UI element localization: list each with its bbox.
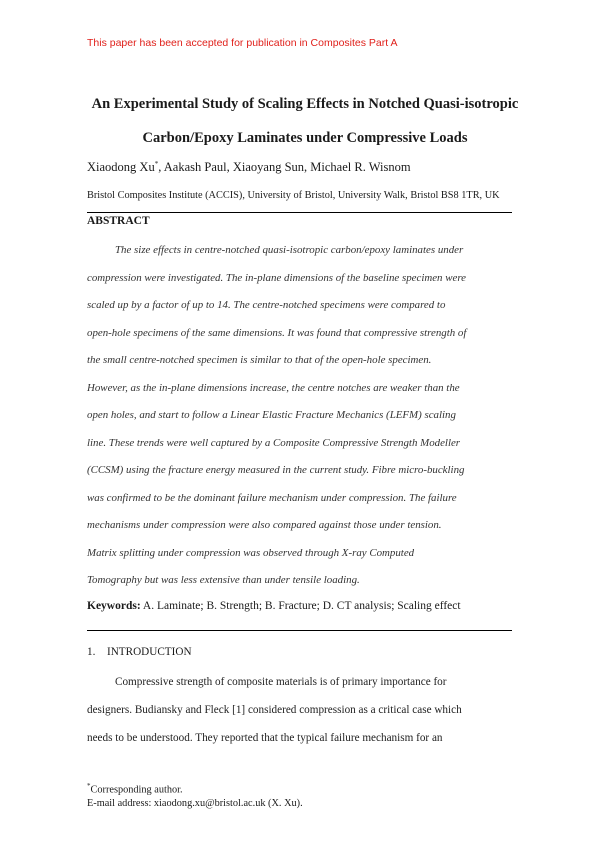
footnote [87, 779, 303, 811]
abstract-line: the small centre-notched specimen is similar to that of the open-hole specimen. [87, 354, 432, 366]
paper-title-line-2: Carbon/Epoxy Laminates under Compressive Loads [142, 130, 468, 146]
abstract-line: was confirmed to be the dominant failure mechanism under compression. The failure [87, 491, 457, 504]
footnote-email: E-mail address: xiaodong.xu@bristol.ac.uk (X. Xu). [87, 798, 303, 810]
abstract-line: Matrix splitting under compression was observed through X-ray Computed [87, 546, 415, 559]
abstract-line: compression were investigated. The in-plane dimensions of the baseline specimen were [87, 271, 466, 284]
abstract-line: mechanisms under compression were also compared against those under tension. [87, 519, 442, 531]
introduction-body [87, 668, 512, 752]
introduction-line: designers. Budiansky and Fleck [1] considered compression as a critical case which [87, 704, 462, 716]
abstract-line: scaled up by a factor of up to 14. The centre-notched specimens were compared to [87, 299, 446, 311]
keywords-list: A. Laminate; B. Strength; B. Fracture; D. CT analysis; Scaling effect [140, 600, 461, 612]
footnote-corresponding: *Corresponding author. [87, 782, 183, 796]
abstract-line: The size effects in centre-notched quasi-isotropic carbon/epoxy laminates under [115, 244, 464, 256]
abstract-line: open holes, and start to follow a Linear Elastic Fracture Mechanics (LEFM) scaling [87, 409, 456, 421]
abstract-line: (CCSM) using the fracture energy measured in the current study. Fibre micro-buckling [87, 464, 465, 476]
abstract-heading: ABSTRACT [87, 215, 150, 227]
paper-title-line-1: An Experimental Study of Scaling Effects in Notched Quasi-isotropic [91, 96, 519, 112]
abstract-body [87, 237, 512, 595]
acceptance-note: This paper has been accepted for publication in Composites Part A [87, 37, 398, 49]
introduction-line: needs to be understood. They reported that the typical failure mechanism for an [87, 732, 443, 744]
author-list [87, 160, 411, 175]
affiliation: Bristol Composites Institute (ACCIS), University of Bristol, University Walk, Bristol BS8 1TR, UK [87, 190, 500, 201]
abstract-top-rule [87, 212, 512, 213]
abstract-line: However, as the in-plane dimensions increase, the centre notches are weaker than the [87, 381, 460, 394]
abstract-bottom-rule [87, 630, 512, 631]
section-number: 1. [87, 646, 96, 658]
introduction-line: Compressive strength of composite materials is of primary importance for [115, 676, 447, 688]
abstract-line: open-hole specimens of the same dimensions. It was found that compressive strength of [87, 326, 467, 339]
section-heading-introduction [87, 646, 192, 658]
footnote-mark: * [87, 782, 91, 790]
section-title: INTRODUCTION [107, 646, 192, 658]
corresponding-author-mark: * [154, 160, 159, 168]
keywords-label: Keywords: [87, 600, 141, 612]
first-author: Xiaodong Xu [87, 160, 155, 175]
abstract-line: Tomography but was less extensive than under tensile loading. [87, 574, 360, 586]
keywords [87, 600, 461, 612]
other-authors: , Aakash Paul, Xiaoyang Sun, Michael R. Wisnom [158, 160, 411, 175]
abstract-line: line. These trends were well captured by a Composite Compressive Strength Modeller [87, 436, 461, 449]
